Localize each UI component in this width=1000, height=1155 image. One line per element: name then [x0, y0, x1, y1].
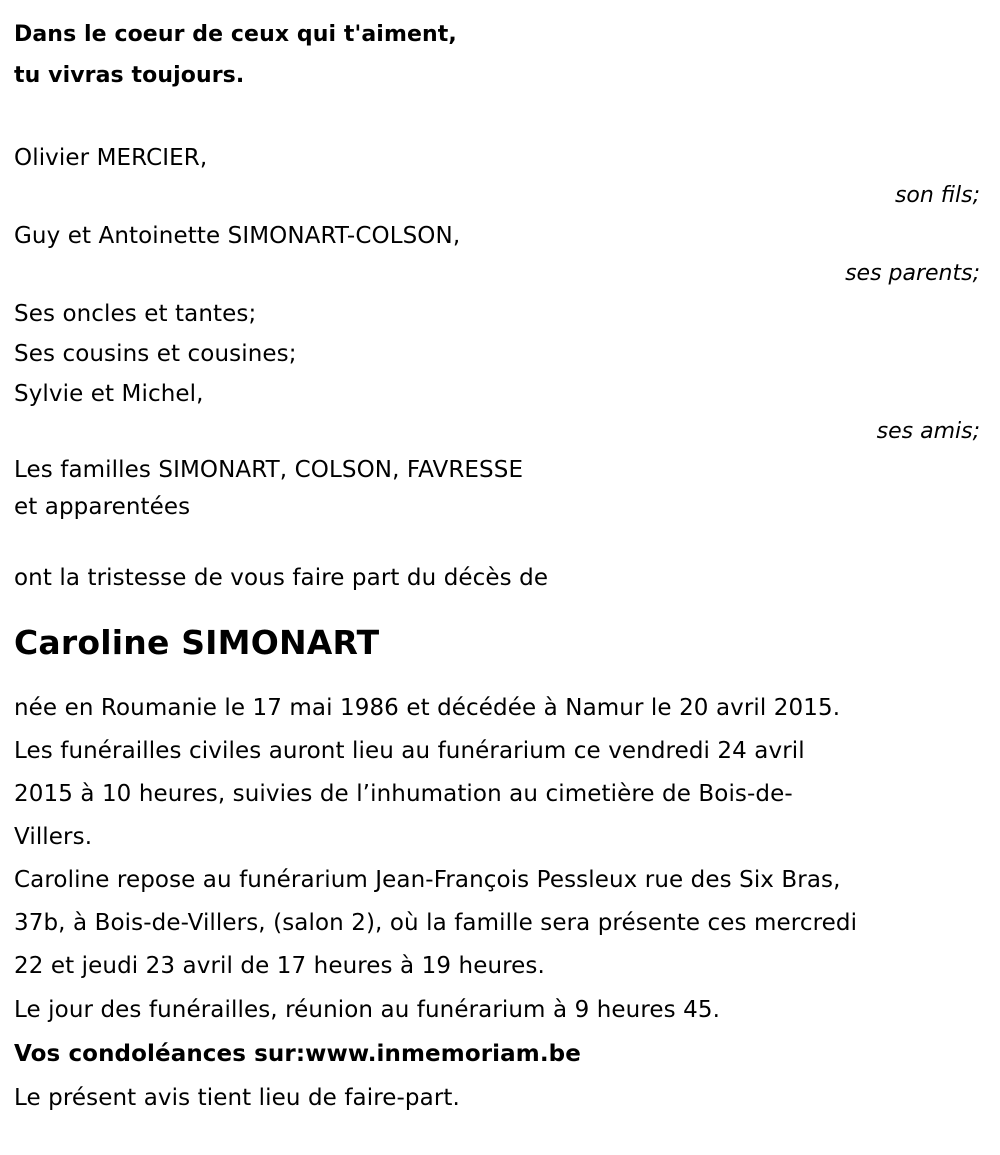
epitaph-block [14, 14, 990, 96]
closing-notice: Le présent avis tient lieu de faire-part. [14, 1085, 460, 1111]
relation-block-son [14, 138, 990, 214]
visitation-line-1: Caroline repose au funérarium Jean-François Pessleux rue des Six Bras, [14, 867, 841, 893]
visitation-line-2: 37b, à Bois-de-Villers, (salon 2), où la famille sera présente ces mercredi [14, 910, 858, 936]
relative-name: Ses cousins et cousines; [14, 341, 297, 367]
spacer [14, 526, 990, 556]
relation-names [14, 216, 990, 256]
announcement-line: ont la tristesse de vous faire part du décès de [14, 565, 549, 591]
visitation-block [14, 859, 990, 988]
epitaph-line-2: tu vivras toujours. [14, 63, 245, 88]
spacer [14, 666, 990, 686]
birth-death-line: née en Roumanie le 17 mai 1986 et décédée à Namur le 20 avril 2015. [14, 695, 841, 721]
relation-label-ses-amis: ses amis; [876, 419, 980, 444]
condolences-website[interactable]: Vos condoléances sur:www.inmemoriam.be [14, 1041, 581, 1067]
spacer [14, 118, 990, 138]
families-block [14, 452, 990, 526]
funeral-details-block [14, 730, 990, 859]
relation-block-parents [14, 216, 990, 292]
families-line-2: et apparentées [14, 494, 191, 520]
relative-name: Olivier MERCIER, [14, 145, 208, 171]
gathering-line: Le jour des funérailles, réunion au funérarium à 9 heures 45. [14, 997, 721, 1023]
relation-label-son-fils: son fils; [894, 183, 980, 208]
funeral-details-line-1: Les funérailles civiles auront lieu au funérarium ce vendredi 24 avril [14, 738, 805, 764]
relative-name: Ses oncles et tantes; [14, 301, 257, 327]
relation-names [14, 294, 990, 414]
spacer [14, 600, 990, 620]
families-line-1: Les familles SIMONART, COLSON, FAVRESSE [14, 457, 524, 483]
relative-name: Sylvie et Michel, [14, 381, 204, 407]
visitation-line-3: 22 et jeudi 23 avril de 17 heures à 19 heures. [14, 953, 545, 979]
funeral-details-line-2: 2015 à 10 heures, suivies de l’inhumation au cimetière de Bois-de- [14, 781, 793, 807]
funeral-details-line-3: Villers. [14, 824, 93, 850]
relation-block-amis [14, 294, 990, 450]
epitaph-line-1: Dans le coeur de ceux qui t'aiment, [14, 22, 457, 47]
relation-names [14, 138, 990, 178]
relative-name: Guy et Antoinette SIMONART-COLSON, [14, 223, 461, 249]
deceased-name: Caroline SIMONART [14, 623, 380, 662]
relation-label-ses-parents: ses parents; [845, 261, 980, 286]
